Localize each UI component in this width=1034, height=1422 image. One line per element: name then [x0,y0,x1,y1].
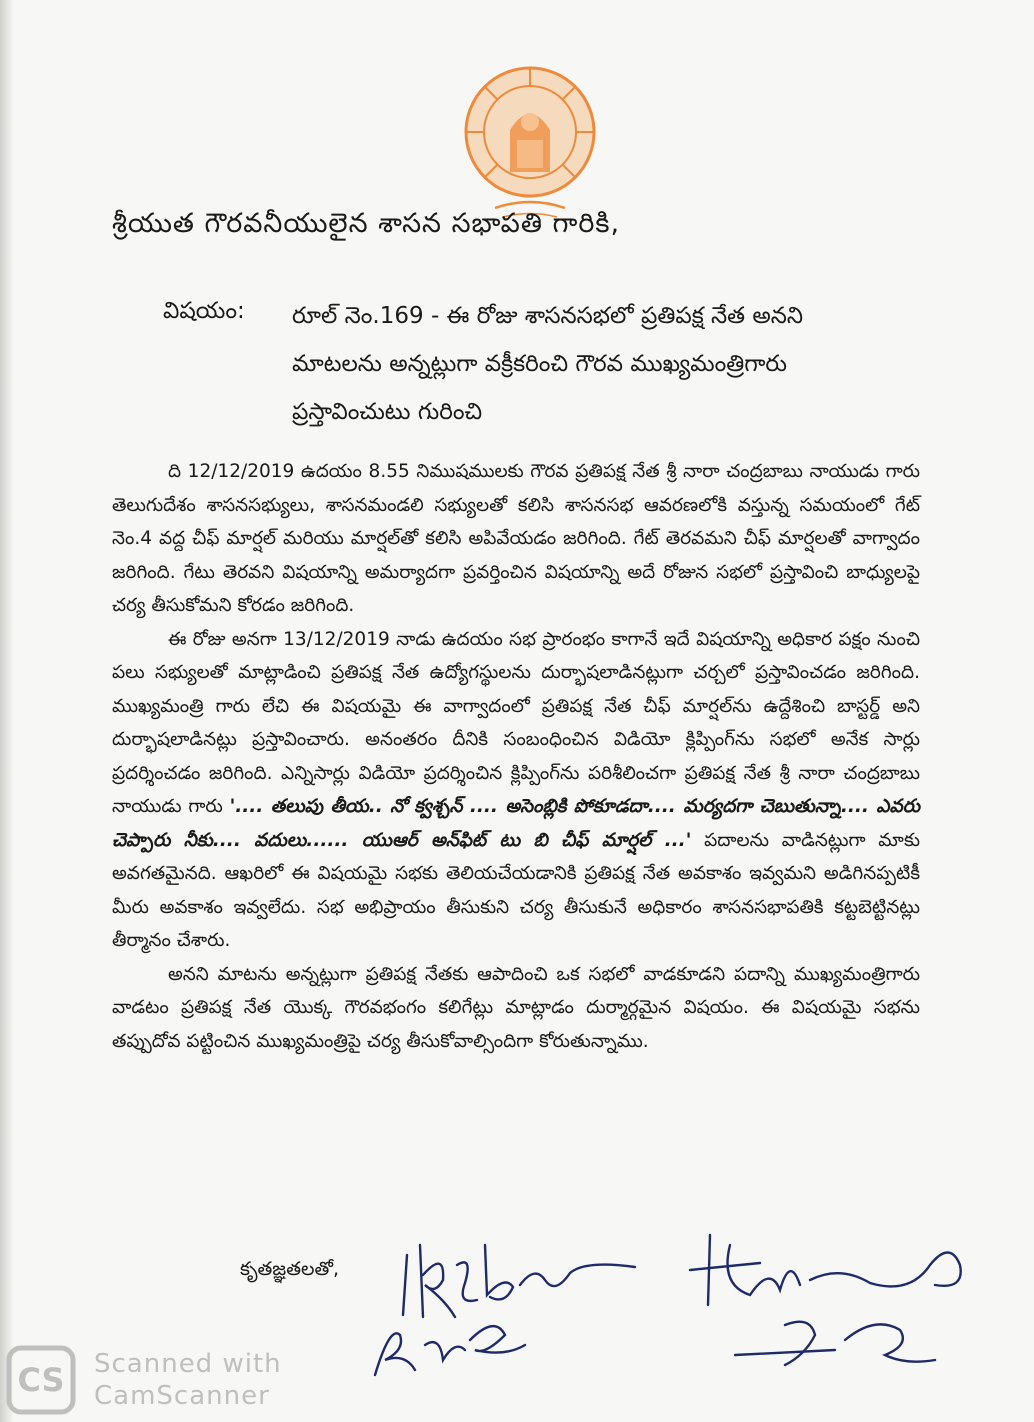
subject-text [292,292,912,436]
camscanner-watermark [4,1345,282,1415]
subject-line: మాటలను అన్నట్లుగా వక్రీకరించి గౌరవ ముఖ్యమంత్రిగారు [292,351,788,377]
letter-body [112,455,920,1058]
signature-3 [365,1305,535,1385]
quoted-remarks: '.... తలుపు తీయ.. నో క్వశ్చన్ .... అసెంబ్లికి పోకూడదా.... మర్యదగా చెబుతున్నా.... ఎవరు చెప్పారు నీకు.... వదులు...... యుఆర్ అన్‌ఫిట్ టు బి చీఫ్ మార్షల్ ...' [112,796,920,851]
camscanner-logo-icon [6,1345,76,1415]
signature-4 [725,1310,945,1380]
signature-2 [680,1225,980,1315]
subject-line: ప్రస్తావించుటు గురించి [292,399,483,425]
closing: కృతజ్ఞతలతో, [240,1258,340,1280]
paragraph-2 [112,623,920,958]
paragraph-1: ది 12/12/2019 ఉదయం 8.55 నిముషములకు గౌరవ ప్రతిపక్ష నేత శ్రీ నారా చంద్రబాబు నాయుడు గారు తెలుగుదేశం శాసనసభ్యులు, శాసనమండలి సభ్యులతో కలిసి శాసనసభ ఆవరణలోకి వస్తున్న సమయంలో గేట్ నెం.4 వద్ద చీఫ్ మార్షల్ మరియు మార్షల్‌తో కలిసి అపివేయడం జరిగింది. గేట్ తెరవమని చీఫ్ మార్షలతో వాగ్వాదం జరిగింది. గేటు తెరవని విషయాన్ని అమర్యాదగా ప్రవర్తించిన విషయాన్ని అదే రోజున సభలో ప్రస్తావించి బాధ్యులపై చర్య తీసుకోమని కోరడం జరిగింది. [112,461,920,616]
subject-line: రూల్ నెం.169 - ఈ రోజు శాసనసభలో ప్రతిపక్ష నేత అనని [292,303,804,329]
assembly-emblem-icon [455,60,605,225]
salutation: శ్రీయుత గౌరవనీయులైన శాసన సభాపతి గారికి, [112,208,621,239]
paragraph-3: అనని మాటను అన్నట్లుగా ప్రతిపక్ష నేతకు ఆపాదించి ఒక సభలో వాడకూడని పదాన్ని ముఖ్యమంత్రిగారు వాడటం ప్రతిపక్ష నేత యొక్క గౌరవభంగం కలిగేట్లు మాట్లాడం దుర్మార్గమైన విషయం. ఈ విషయమై సభను తప్పుదోవ పట్టించిన ముఖ్యమంత్రిపై చర్య తీసుకోవాల్సిందిగా కోరుతున్నాము. [112,963,920,1052]
paragraph-2-start: ఈ రోజు అనగా 13/12/2019 నాడు ఉదయం సభ ప్రారంభం కాగానే ఇదే విషయాన్ని అధికార పక్షం నుంచి పలు సభ్యులతో మాట్లాడించి ప్రతిపక్ష నేత ఉద్యోగస్థులను దుర్భాషలాడినట్లుగా చర్చలో ప్రస్తావించడం జరిగింది. ముఖ్యమంత్రి గారు లేచి ఈ విషయమై ఈ వాగ్వాదంలో ప్రతిపక్ష నేత చీఫ్ మార్షల్‌ను ఉద్దేశించి బాస్టర్డ్ అని దుర్భాషలాడినట్లు ప్రస్తావించారు. అనంతరం దీనికి సంబంధించిన విడియో క్లిప్పింగ్‌ను సభలో అనేక సార్లు ప్రదర్శించడం జరిగింది. ఎన్నిసార్లు విడియో ప్రదర్శించిన క్లిప్పింగ్‌ను పరిశీలించగా ప్రతిపక్ష నేత శ్రీ నారా చంద్రబాబు నాయుడు గారు [112,628,920,817]
subject-label: విషయం: [163,298,245,324]
watermark-line-1: Scanned with [94,1349,282,1379]
scan-edge-shadow [0,0,14,1422]
watermark-line-2: CamScanner [94,1381,270,1411]
camscanner-logo-text: CS [17,1361,65,1399]
paragraph-2-end: పదాలను వాడినట్లుగా మాకు అవగతమైనది. ఆఖరిలో ఈ విషయమై సభకు తెలియచేయడానికి ప్రతిపక్ష నేత అవకాశం ఇవ్వమని అడిగినప్పటికీ మీరు అవకాశం ఇవ్వలేదు. సభ అభిప్రాయం తీసుకుని చర్య తీసుకునే అధికారం శాసనసభాపతికి కట్టబెట్టినట్లు తీర్మానం చేశారు. [112,829,920,951]
